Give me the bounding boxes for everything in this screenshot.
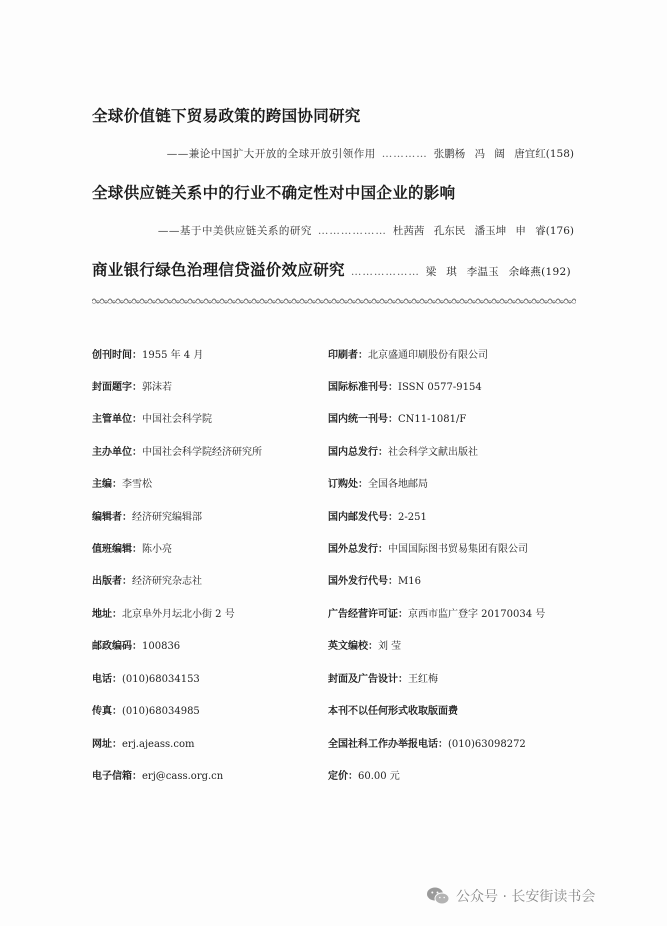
info-domestic-postal-code: 国内邮发代号：2-251 [328,512,427,523]
leader-dots: ……………… [317,225,387,237]
article-page: (192) [541,266,571,278]
info-email: 电子信箱：erj@cass.org.cn [92,771,224,782]
info-overseas-distributor: 国外总发行：中国国际图书贸易集团有限公司 [328,544,528,555]
wechat-icon [426,886,450,906]
info-address: 地址：北京阜外月坛北小街 2 号 [92,609,235,620]
info-editor-in-chief: 主编：李雪松 [92,479,152,490]
watermark-text: 公众号 · 长安街读书会 [456,889,596,905]
info-ad-license: 广告经营许可证：京西市监广登字 20170034 号 [328,609,546,620]
info-domestic-distributor: 国内总发行：社会科学文献出版社 [328,447,478,458]
info-overseas-code: 国外发行代号：M16 [328,576,421,587]
article-subtitle: ——基于中美供应链关系的研究 [157,225,312,237]
info-price: 定价：60.00 元 [328,771,400,782]
article-entry [92,258,574,280]
info-phone: 电话：(010)68034153 [92,674,200,685]
leader-dots: ……………… [350,266,420,278]
article-authors: 杜茜茜 孔东民 潘玉坤 申 睿 [392,225,546,237]
info-supervisor: 主管单位：中国社会科学院 [92,414,212,425]
info-founded: 创刊时间：1955 年 4 月 [92,350,204,361]
article-subtitle: ——兼论中国扩大开放的全球开放引领作用 [166,148,376,160]
info-duty-editor: 值班编辑：陈小亮 [92,544,172,555]
article-authors: 梁 琪 李温玉 余峰燕 [425,266,542,278]
info-english-editor: 英文编校：刘 莹 [328,641,402,652]
ornamental-divider [92,297,576,305]
article-byline [158,223,574,238]
info-sponsor: 主办单位：中国社会科学院经济研究所 [92,447,262,458]
info-subscription: 订购处：全国各地邮局 [328,479,428,490]
info-fax: 传真：(010)68034985 [92,706,200,717]
article-authors: 张鹏杨 冯 阔 唐宜红 [433,148,546,160]
article-page: (158) [545,148,574,160]
info-cover-inscription: 封面题字：郭沫若 [92,382,172,393]
info-cn-number: 国内统一刊号：CN11-1081/F [328,414,467,425]
info-no-fee-notice: 本刊不以任何形式收取版面费 [328,706,458,717]
article-title: 商业银行绿色治理信贷溢价效应研究 [92,260,345,279]
info-editor: 编辑者：经济研究编辑部 [92,512,202,523]
info-report-phone: 全国社科工作办举报电话：(010)63098272 [328,739,526,750]
info-website: 网址：erj.ajeass.com [92,739,195,750]
info-designer: 封面及广告设计：王红梅 [328,674,438,685]
info-postcode: 邮政编码：100836 [92,641,181,652]
wechat-watermark [426,886,595,906]
article-byline [167,146,574,161]
article-title: 全球供应链关系中的行业不确定性对中国企业的影响 [92,183,456,202]
leader-dots: ………… [381,148,428,160]
article-title: 全球价值链下贸易政策的跨国协同研究 [92,106,361,125]
info-issn: 国际标准刊号：ISSN 0577-9154 [328,382,482,393]
info-printer: 印刷者：北京盛通印刷股份有限公司 [328,350,488,361]
info-publisher: 出版者：经济研究杂志社 [92,576,202,587]
article-page: (176) [545,225,574,237]
